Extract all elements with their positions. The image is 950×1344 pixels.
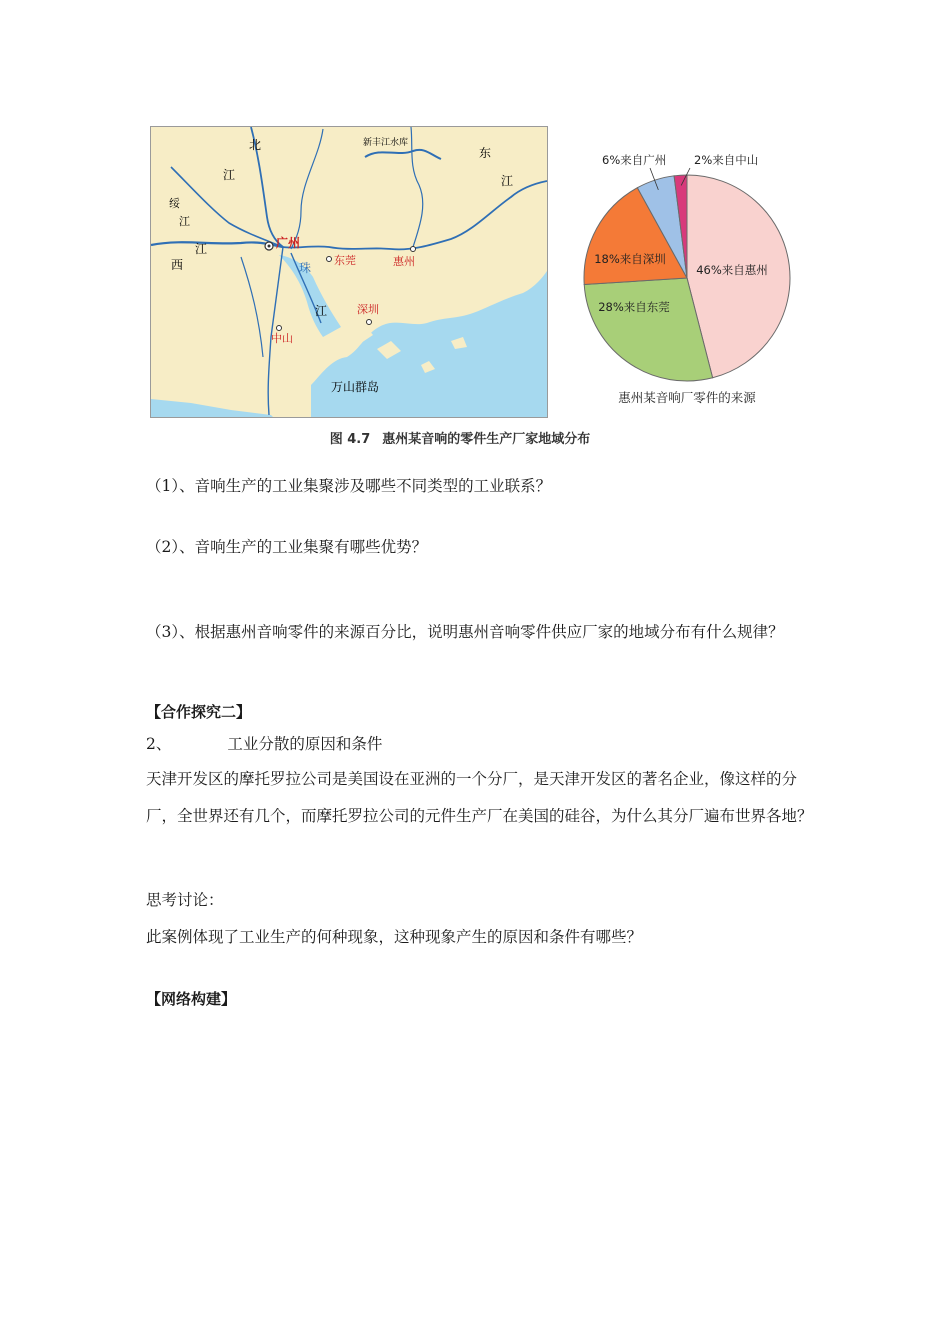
river-label: 江 <box>195 242 208 256</box>
figure <box>150 126 810 456</box>
discussion-label: 思考讨论： <box>146 891 224 909</box>
case-paragraph: 天津开发区的摩托罗拉公司是美国设在亚洲的一个分厂，是天津开发区的著名企业，像这样的分厂，全世界还有几个，而摩托罗拉公司的元件生产厂在美国的硅谷，为什么其分厂遍布世界各地？ <box>146 770 813 825</box>
pearl-river-delta-map <box>150 126 548 418</box>
question-1: （1）、音响生产的工业集聚涉及哪些不同类型的工业联系？ <box>146 477 552 495</box>
river-label: 江 <box>501 174 514 188</box>
pie-slice-label: 46%来自惠州 <box>696 263 768 277</box>
city-label-dongguan: 东莞 <box>334 254 356 267</box>
city-marker-dot <box>268 245 271 248</box>
pie-slice-label: 2%来自中山 <box>694 153 759 167</box>
river-label: 珠 <box>299 261 312 275</box>
section-heading-network: 【网络构建】 <box>146 990 237 1008</box>
pie-slice-label: 6%来自广州 <box>602 153 667 167</box>
figure-caption <box>150 428 770 447</box>
pie-chart-title: 惠州某音响厂零件的来源 <box>618 390 756 405</box>
islands-label: 万山群岛 <box>331 380 380 394</box>
question-3: （3）、根据惠州音响零件的来源百分比，说明惠州音响零件供应厂家的地域分布有什么规律？ <box>146 623 784 641</box>
city-marker-huizhou <box>411 247 416 252</box>
city-marker-dongguan <box>327 257 332 262</box>
item-heading <box>146 733 382 755</box>
figure-title: 惠州某音响的零件生产厂家地域分布 <box>382 432 591 447</box>
river-label: 江 <box>223 168 236 182</box>
pie-slice-label: 18%来自深圳 <box>594 252 666 266</box>
river-label: 江 <box>315 304 328 318</box>
reservoir-label: 新丰江水库 <box>363 138 409 148</box>
pie-chart <box>582 148 812 410</box>
river-label: 北 <box>249 138 262 152</box>
city-label-zhongshan: 中山 <box>271 332 293 345</box>
discussion-question: 此案例体现了工业生产的何种现象，这种现象产生的原因和条件有哪些？ <box>146 928 643 946</box>
city-label-guangzhou: 广州 <box>276 236 301 250</box>
item-number: 2、 <box>146 735 172 753</box>
city-marker-zhongshan <box>277 326 282 331</box>
section-heading-cooperation: 【合作探究二】 <box>146 703 252 721</box>
river-label: 西 <box>171 258 184 272</box>
pie-slice-label: 28%来自东莞 <box>598 300 670 314</box>
river-label: 绥 <box>169 197 180 210</box>
item-title: 工业分散的原因和条件 <box>227 735 383 753</box>
figure-number: 图 4.7 <box>329 432 371 447</box>
river-label: 东 <box>479 146 492 160</box>
river-label: 江 <box>179 215 190 228</box>
city-label-huizhou: 惠州 <box>393 255 415 268</box>
city-marker-shenzhen <box>367 320 372 325</box>
city-label-shenzhen: 深圳 <box>357 303 379 316</box>
question-2: （2）、音响生产的工业集聚有哪些优势？ <box>146 538 428 556</box>
